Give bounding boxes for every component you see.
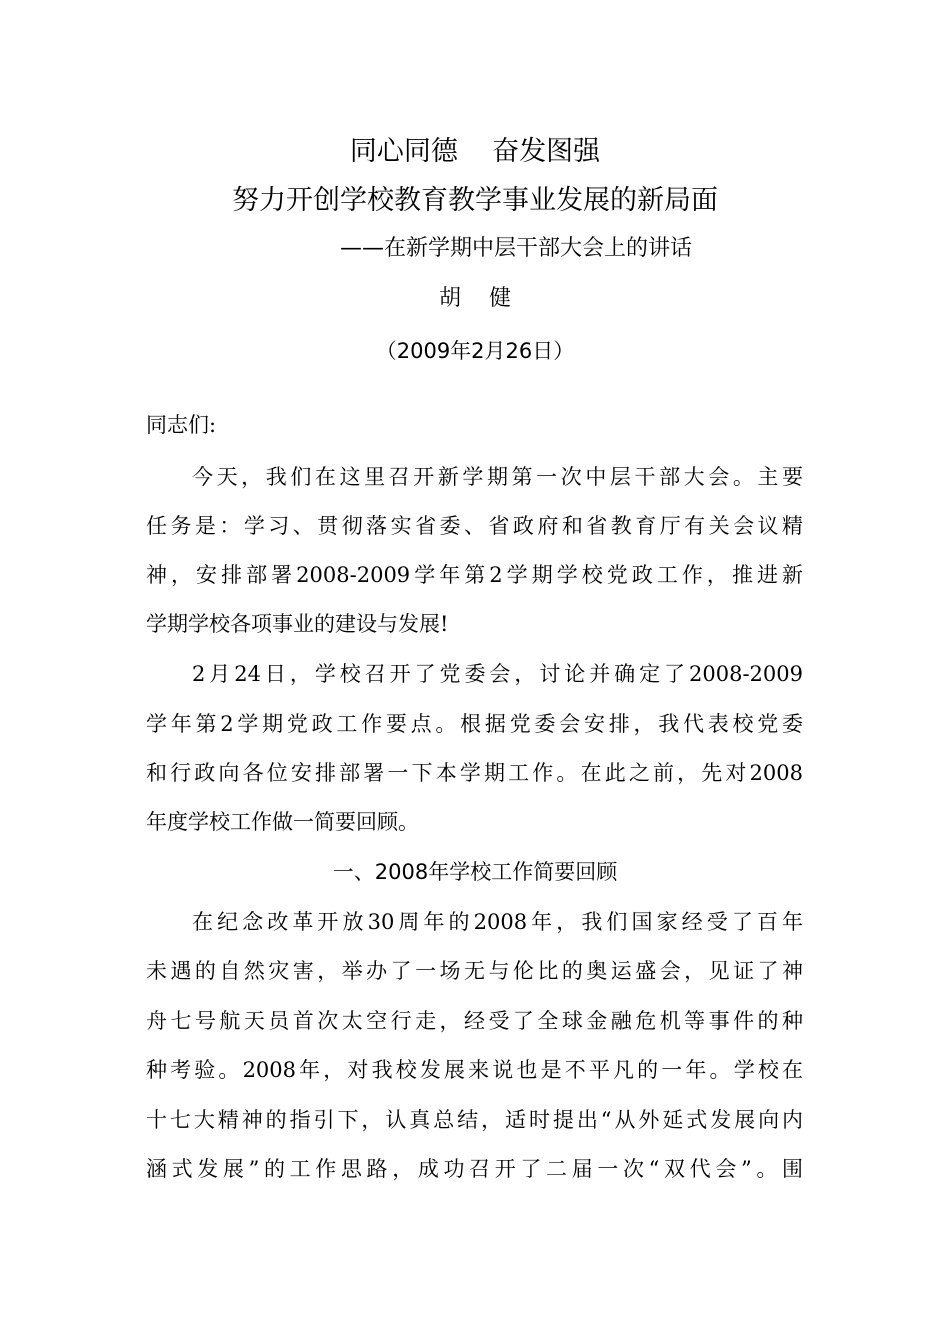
speech-date: （2009年2月26日） <box>375 339 575 363</box>
paragraph-line: 学期学校各项事业的建设与发展! <box>146 612 449 636</box>
paragraph-line: 十七大精神的指引下，认真总结，适时提出“从外延式发展向内 <box>146 1108 803 1132</box>
document-subtitle: ——在新学期中层干部大会上的讲话 <box>340 236 693 261</box>
author-name: 胡 健 <box>439 286 511 311</box>
paragraph-line: 舟七号航天员首次太空行走，经受了全球金融危机等事件的种 <box>146 1009 803 1033</box>
document-title-line2: 努力开创学校教育教学事业发展的新局面 <box>232 185 718 216</box>
section-heading: 一、2008年学校工作简要回顾 <box>332 860 618 884</box>
paragraph-line: 今天，我们在这里召开新学期第一次中层干部大会。主要 <box>192 465 803 489</box>
paragraph-line: 学年第2学期党政工作要点。根据党委会安排，我代表校党委 <box>146 712 803 736</box>
paragraph-line: 任务是：学习、贯彻落实省委、省政府和省教育厅有关会议精 <box>146 514 803 538</box>
paragraph-line: 和行政向各位安排部署一下本学期工作。在此之前，先对2008 <box>146 761 803 785</box>
paragraph-line: 在纪念改革开放30周年的2008年，我们国家经受了百年 <box>192 910 803 934</box>
paragraph-line: 未遇的自然灾害，举办了一场无与伦比的奥运盛会，见证了神 <box>146 959 803 983</box>
salutation: 同志们: <box>146 413 217 437</box>
paragraph-line: 2月24日，学校召开了党委会，讨论并确定了2008-2009 <box>192 662 803 686</box>
paragraph-line: 神，安排部署2008-2009学年第2学期学校党政工作，推进新 <box>146 563 803 587</box>
paragraph-line: 涵式发展”的工作思路，成功召开了二届一次“双代会”。围 <box>146 1157 803 1181</box>
paragraph-line: 种考验。2008年，对我校发展来说也是不平凡的一年。学校在 <box>146 1058 803 1082</box>
paragraph-line: 年度学校工作做一简要回顾。 <box>146 810 419 834</box>
document-title-line1: 同心同德 奋发图强 <box>349 136 601 167</box>
